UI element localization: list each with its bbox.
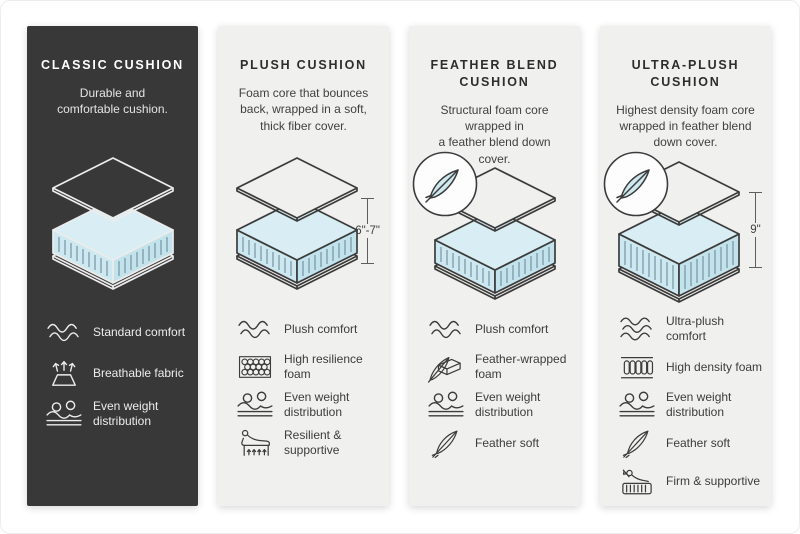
wave-icon [44, 316, 84, 348]
cushion-diagram [600, 154, 771, 312]
feature-item [617, 427, 767, 459]
feather-icon [426, 427, 466, 459]
feather-icon [617, 427, 657, 459]
cushion-comparison [27, 26, 771, 506]
dimension-marker [355, 198, 380, 264]
card-feather-blend-cushion [409, 26, 580, 506]
resilient-supportive-icon [235, 427, 275, 459]
feature-label: Plush comfort [475, 321, 549, 336]
feature-label: Ultra-plush comfort [666, 314, 725, 343]
feature-item [235, 351, 385, 383]
cushion-diagram [218, 154, 389, 312]
dimension-label: 6"-7" [355, 225, 380, 237]
feather-wrapped-foam-icon [426, 351, 466, 383]
card-description: Foam core that bounces back, wrapped in a soft, thick fiber cover. [238, 85, 369, 133]
card-title: CLASSIC CUSHION [41, 58, 184, 72]
feature-item [617, 313, 767, 345]
feature-label: Plush comfort [284, 321, 358, 336]
wave-icon [426, 313, 466, 345]
even-weight-icon [426, 389, 466, 421]
feature-item [617, 465, 767, 497]
feature-list [44, 316, 194, 439]
wave-icon [235, 313, 275, 345]
ultra-wave-icon [617, 313, 657, 345]
breathable-icon [44, 357, 84, 389]
card-classic-cushion [27, 26, 198, 506]
feature-list [426, 313, 576, 465]
card-title: ULTRA-PLUSH CUSHION [631, 58, 740, 89]
feature-label: Feather-wrapped foam [475, 352, 567, 381]
feather-badge-icon [602, 150, 670, 218]
feature-item [235, 427, 385, 459]
even-weight-icon [235, 389, 275, 421]
feature-label: Breathable fabric [93, 365, 184, 380]
feature-item [235, 389, 385, 421]
feature-item [44, 398, 194, 430]
dimension-label: 9" [750, 224, 761, 236]
feature-label: High density foam [666, 359, 763, 374]
card-description: Durable and comfortable cushion. [57, 85, 168, 117]
feature-label: Feather soft [666, 435, 731, 450]
card-ultra-plush-cushion [600, 26, 771, 506]
card-description: Highest density foam core wrapped in feather blend down cover. [616, 102, 755, 150]
feature-item [617, 351, 767, 383]
cushion-diagram [409, 154, 580, 312]
feature-item [617, 389, 767, 421]
even-weight-icon [44, 398, 84, 430]
card-description: Structural foam core wrapped in a feather blend down cover. [438, 102, 551, 166]
card-title: FEATHER BLEND CUSHION [430, 58, 559, 89]
feature-item [426, 313, 576, 345]
feature-label: Even weight distribution [93, 399, 159, 428]
card-title: PLUSH CUSHION [240, 58, 367, 72]
feature-item [44, 357, 194, 389]
feature-label: High resilience foam [284, 352, 363, 381]
feature-item [426, 427, 576, 459]
feature-item [426, 389, 576, 421]
feature-label: Even weight distribution [284, 390, 350, 419]
feature-label: Even weight distribution [666, 390, 732, 419]
firm-supportive-icon [617, 465, 657, 497]
high-density-foam-icon [617, 351, 657, 383]
feature-item [235, 313, 385, 345]
feather-badge-icon [411, 150, 479, 218]
feature-label: Resilient & supportive [284, 428, 342, 457]
feature-label: Even weight distribution [475, 390, 541, 419]
feature-label: Firm & supportive [666, 473, 761, 488]
feature-item [44, 316, 194, 348]
cushion-diagram [27, 154, 198, 312]
feature-label: Feather soft [475, 435, 540, 450]
even-weight-icon [617, 389, 657, 421]
feature-label: Standard comfort [93, 324, 186, 339]
dimension-marker [749, 192, 762, 268]
resilience-foam-icon [235, 351, 275, 383]
feature-list [617, 313, 767, 503]
feature-list [235, 313, 385, 465]
card-plush-cushion [218, 26, 389, 506]
feature-item [426, 351, 576, 383]
